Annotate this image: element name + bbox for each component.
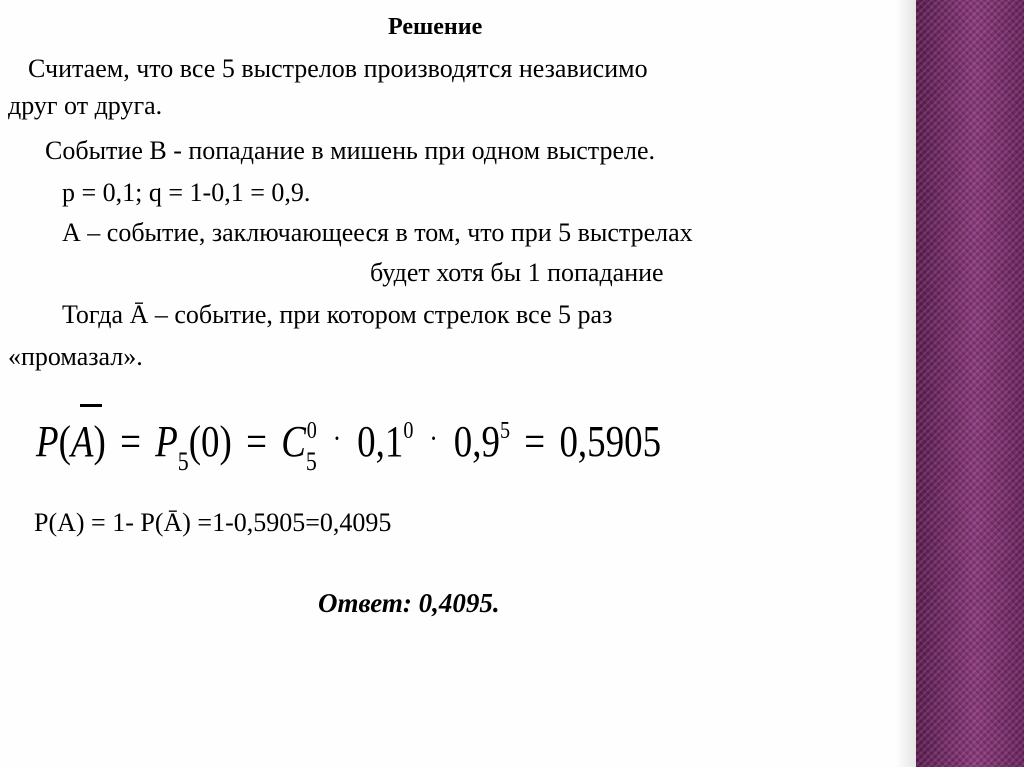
complement-calculation: Р(А) = 1- Р(Ā) =1-0,5905=0,4095 [34,508,392,537]
probability-formula [36,402,661,482]
formula-dot2: · [429,422,438,455]
text-line-5: А – событие, заключающееся в том, что при 5 выстрелах [62,218,693,247]
formula-p: P [36,417,59,466]
formula-result: 0,5905 [559,417,662,466]
formula-eq2: = [246,417,267,466]
formula-p5-sub: 5 [177,447,189,476]
text-line-4: р = 0,1; q = 1-0,1 = 0,9. [62,178,311,207]
formula-c-sub: 5 [305,447,317,476]
formula-base1-sup: 0 [403,418,414,444]
formula-zero-arg: (0) [188,417,232,466]
formula-base2: 0,9 [453,417,500,466]
formula-base1: 0,1 [357,417,404,466]
formula-rparen: ) [93,417,106,466]
text-line-7: Тогда Ā – событие, при котором стрелок все 5 раз [62,300,613,329]
text-line-6: будет хотя бы 1 попадание [370,258,664,287]
sidebar-shadow [896,0,916,767]
decorative-sidebar [916,0,1024,767]
formula-a: A [70,417,94,466]
answer-text: Ответ: 0,4095. [318,588,500,618]
text-line-1: Считаем, что все 5 выстрелов производятся независимо [28,54,648,83]
formula-base2-sup: 5 [499,418,511,444]
formula-dot1: · [332,422,342,455]
formula-c-sup: 0 [306,418,317,444]
slide-title: Решение [388,14,483,40]
formula-c: C [281,417,306,466]
text-line-8: «промазал». [8,342,143,371]
text-line-2: друг от друга. [8,91,163,120]
formula-lparen: ( [58,417,71,466]
formula-eq1: = [120,417,141,466]
text-line-3: Событие В - попадание в мишень при одном выстреле. [45,136,656,165]
formula-eq3: = [524,417,546,466]
formula-p5: P [155,417,178,466]
